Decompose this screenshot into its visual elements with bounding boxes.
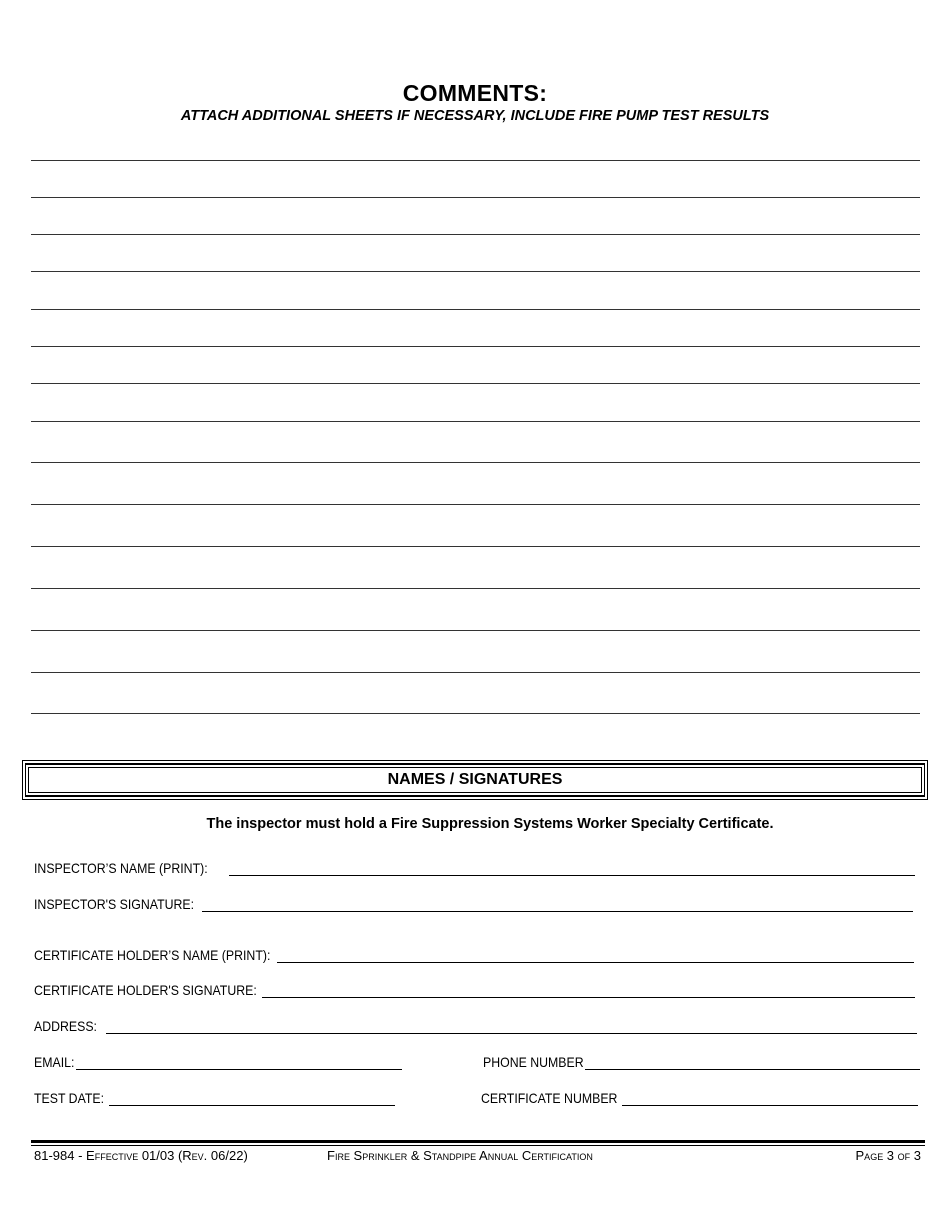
footer-form-id: 81-984 - Effective 01/03 (Rev. 06/22) (34, 1148, 248, 1163)
inspector-name-input[interactable] (229, 860, 915, 876)
inspector-name-label: INSPECTOR’S NAME (PRINT): (34, 860, 208, 876)
section-title: NAMES / SIGNATURES (28, 767, 922, 793)
page-subtitle: ATTACH ADDITIONAL SHEETS IF NECESSARY, INCLUDE FIRE PUMP TEST RESULTS (180, 108, 770, 124)
address-input[interactable] (106, 1018, 917, 1034)
inspector-signature-input[interactable] (202, 896, 913, 912)
comment-line[interactable] (31, 630, 920, 631)
comment-line[interactable] (31, 504, 920, 505)
comment-line[interactable] (31, 309, 920, 310)
comment-line[interactable] (31, 421, 920, 422)
page-title: COMMENTS: (402, 80, 548, 106)
inspector-signature-label: INSPECTOR'S SIGNATURE: (34, 896, 195, 912)
comment-line[interactable] (31, 546, 920, 547)
test-date-label: TEST DATE: (34, 1090, 105, 1106)
test-date-input[interactable] (109, 1090, 395, 1106)
comment-line[interactable] (31, 160, 920, 161)
holder-signature-field[interactable] (34, 978, 915, 998)
inspector-name-field[interactable] (34, 856, 915, 876)
address-field[interactable] (34, 1014, 917, 1034)
inspector-signature-field[interactable] (34, 892, 913, 912)
comment-line[interactable] (31, 197, 920, 198)
phone-field[interactable] (483, 1050, 920, 1070)
comment-line[interactable] (31, 234, 920, 235)
holder-name-input[interactable] (277, 947, 914, 963)
certificate-number-label: CERTIFICATE NUMBER (481, 1090, 618, 1106)
certificate-number-field[interactable] (481, 1086, 918, 1106)
comment-line[interactable] (31, 713, 920, 714)
certificate-number-input[interactable] (622, 1090, 918, 1106)
comment-line[interactable] (31, 462, 920, 463)
comment-line[interactable] (31, 588, 920, 589)
holder-signature-input[interactable] (262, 982, 915, 998)
comment-line[interactable] (31, 346, 920, 347)
comment-line[interactable] (31, 271, 920, 272)
footer-page-number: Page 3 of 3 (855, 1148, 921, 1163)
footer-form-title: Fire Sprinkler & Standpipe Annual Certification (327, 1148, 593, 1163)
holder-name-field[interactable] (34, 943, 914, 963)
certificate-notice: The inspector must hold a Fire Suppression Systems Worker Specialty Certificate. (206, 816, 774, 832)
footer-divider-thin (31, 1145, 925, 1146)
holder-signature-label: CERTIFICATE HOLDER'S SIGNATURE: (34, 982, 257, 998)
holder-name-label: CERTIFICATE HOLDER’S NAME (PRINT): (34, 947, 271, 963)
email-field[interactable] (34, 1050, 402, 1070)
email-label: EMAIL: (34, 1054, 75, 1070)
footer-divider (31, 1140, 925, 1143)
comment-line[interactable] (31, 672, 920, 673)
address-label: ADDRESS: (34, 1018, 97, 1034)
phone-input[interactable] (585, 1054, 920, 1070)
email-input[interactable] (76, 1054, 402, 1070)
test-date-field[interactable] (34, 1086, 395, 1106)
phone-label: PHONE NUMBER (483, 1054, 584, 1070)
names-signatures-header (22, 760, 928, 800)
comment-line[interactable] (31, 383, 920, 384)
